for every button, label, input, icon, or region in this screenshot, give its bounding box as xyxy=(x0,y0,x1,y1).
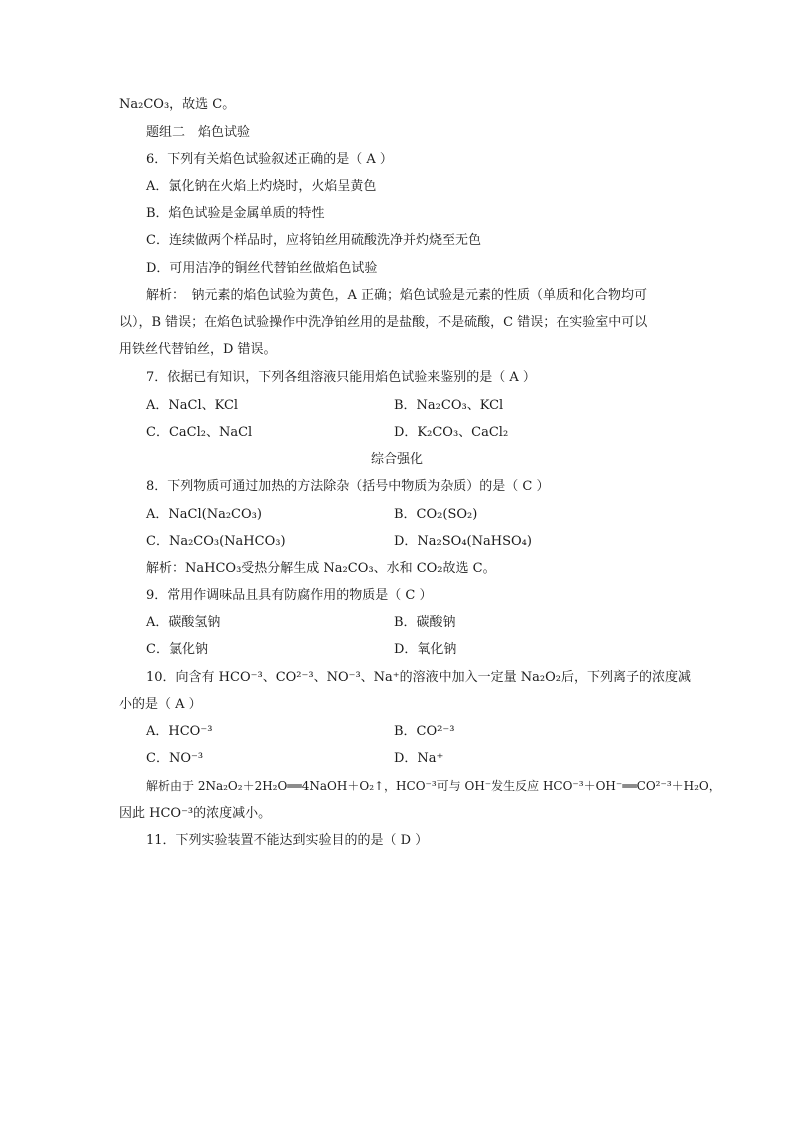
question-9-stem: 9．常用作调味品且具有防腐作用的物质是（ C ） xyxy=(146,588,433,603)
question-9-option-b: B．碳酸钠 xyxy=(394,615,456,630)
question-7-stem: 7．依据已有知识，下列各组溶液只能用焰色试验来鉴别的是（ A ） xyxy=(146,370,536,385)
question-10-option-d: D．Na⁺ xyxy=(394,751,444,766)
question-6-analysis-line-2: 以），B 错误；在焰色试验操作中洗净铂丝用的是盐酸，不是硫酸，C 错误；在实验室中可以 xyxy=(119,315,648,330)
question-7-option-a: A．NaCl、KCl xyxy=(146,398,239,413)
question-8-option-d: D．Na₂SO₄(NaHSO₄) xyxy=(394,534,532,549)
question-10-stem-line-1: 10．向含有 HCO⁻³、CO²⁻³、NO⁻³、Na⁺的溶液中加入一定量 Na₂O₂后，下列离子的浓度减 xyxy=(146,670,692,685)
question-6-analysis-line-1: 解析： 钠元素的焰色试验为黄色，A 正确；焰色试验是元素的性质（单质和化合物均可 xyxy=(146,288,648,303)
question-6-option-b: B．焰色试验是金属单质的特性 xyxy=(146,206,325,221)
question-9-option-c: C．氯化钠 xyxy=(146,642,208,657)
question-10-stem-line-2: 小的是（ A ） xyxy=(119,697,202,712)
section-heading-comprehensive: 综合强化 xyxy=(370,452,423,467)
question-6-option-a: A．氯化钠在火焰上灼烧时，火焰呈黄色 xyxy=(146,179,377,194)
question-7-option-d: D．K₂CO₃、CaCl₂ xyxy=(394,425,509,440)
question-6-analysis-line-3: 用铁丝代替铂丝，D 错误。 xyxy=(119,342,277,357)
question-8-stem: 8．下列物质可通过加热的方法除杂（括号中物质为杂质）的是（ C ） xyxy=(146,479,550,494)
question-7-option-b: B．Na₂CO₃、KCl xyxy=(394,398,504,413)
question-7-option-c: C．CaCl₂、NaCl xyxy=(146,425,253,440)
question-6-stem: 6．下列有关焰色试验叙述正确的是（ A ） xyxy=(146,152,393,167)
question-9-option-d: D．氧化钠 xyxy=(394,642,457,657)
question-10-analysis-line-2: 因此 HCO⁻³的浓度减小。 xyxy=(119,806,272,821)
question-8-analysis: 解析：NaHCO₃受热分解生成 Na₂CO₃、水和 CO₂故选 C。 xyxy=(146,561,496,576)
section-heading-flame-test: 题组二 焰色试验 xyxy=(146,125,251,140)
question-10-analysis-line-1: 解析由于 2Na₂O₂＋2H₂O══4NaOH＋O₂↑，HCO⁻³可与 OH⁻发生反应 HCO⁻³＋OH⁻══CO²⁻³＋H₂O， xyxy=(146,779,721,793)
question-8-option-b: B．CO₂(SO₂) xyxy=(394,507,478,522)
answer-tail-line: Na₂CO₃，故选 C。 xyxy=(119,97,236,112)
question-6-option-d: D．可用洁净的铜丝代替铂丝做焰色试验 xyxy=(146,261,378,276)
question-6-option-c: C．连续做两个样品时，应将铂丝用硫酸洗净并灼烧至无色 xyxy=(146,233,481,248)
question-8-option-a: A．NaCl(Na₂CO₃) xyxy=(146,507,262,522)
question-10-option-c: C．NO⁻³ xyxy=(146,751,204,766)
question-10-option-b: B．CO²⁻³ xyxy=(394,724,455,739)
question-11-stem: 11．下列实验装置不能达到实验目的的是（ D ） xyxy=(146,833,429,848)
question-8-option-c: C．Na₂CO₃(NaHCO₃) xyxy=(146,534,286,549)
question-10-option-a: A．HCO⁻³ xyxy=(146,724,213,739)
question-9-option-a: A．碳酸氢钠 xyxy=(146,615,221,630)
